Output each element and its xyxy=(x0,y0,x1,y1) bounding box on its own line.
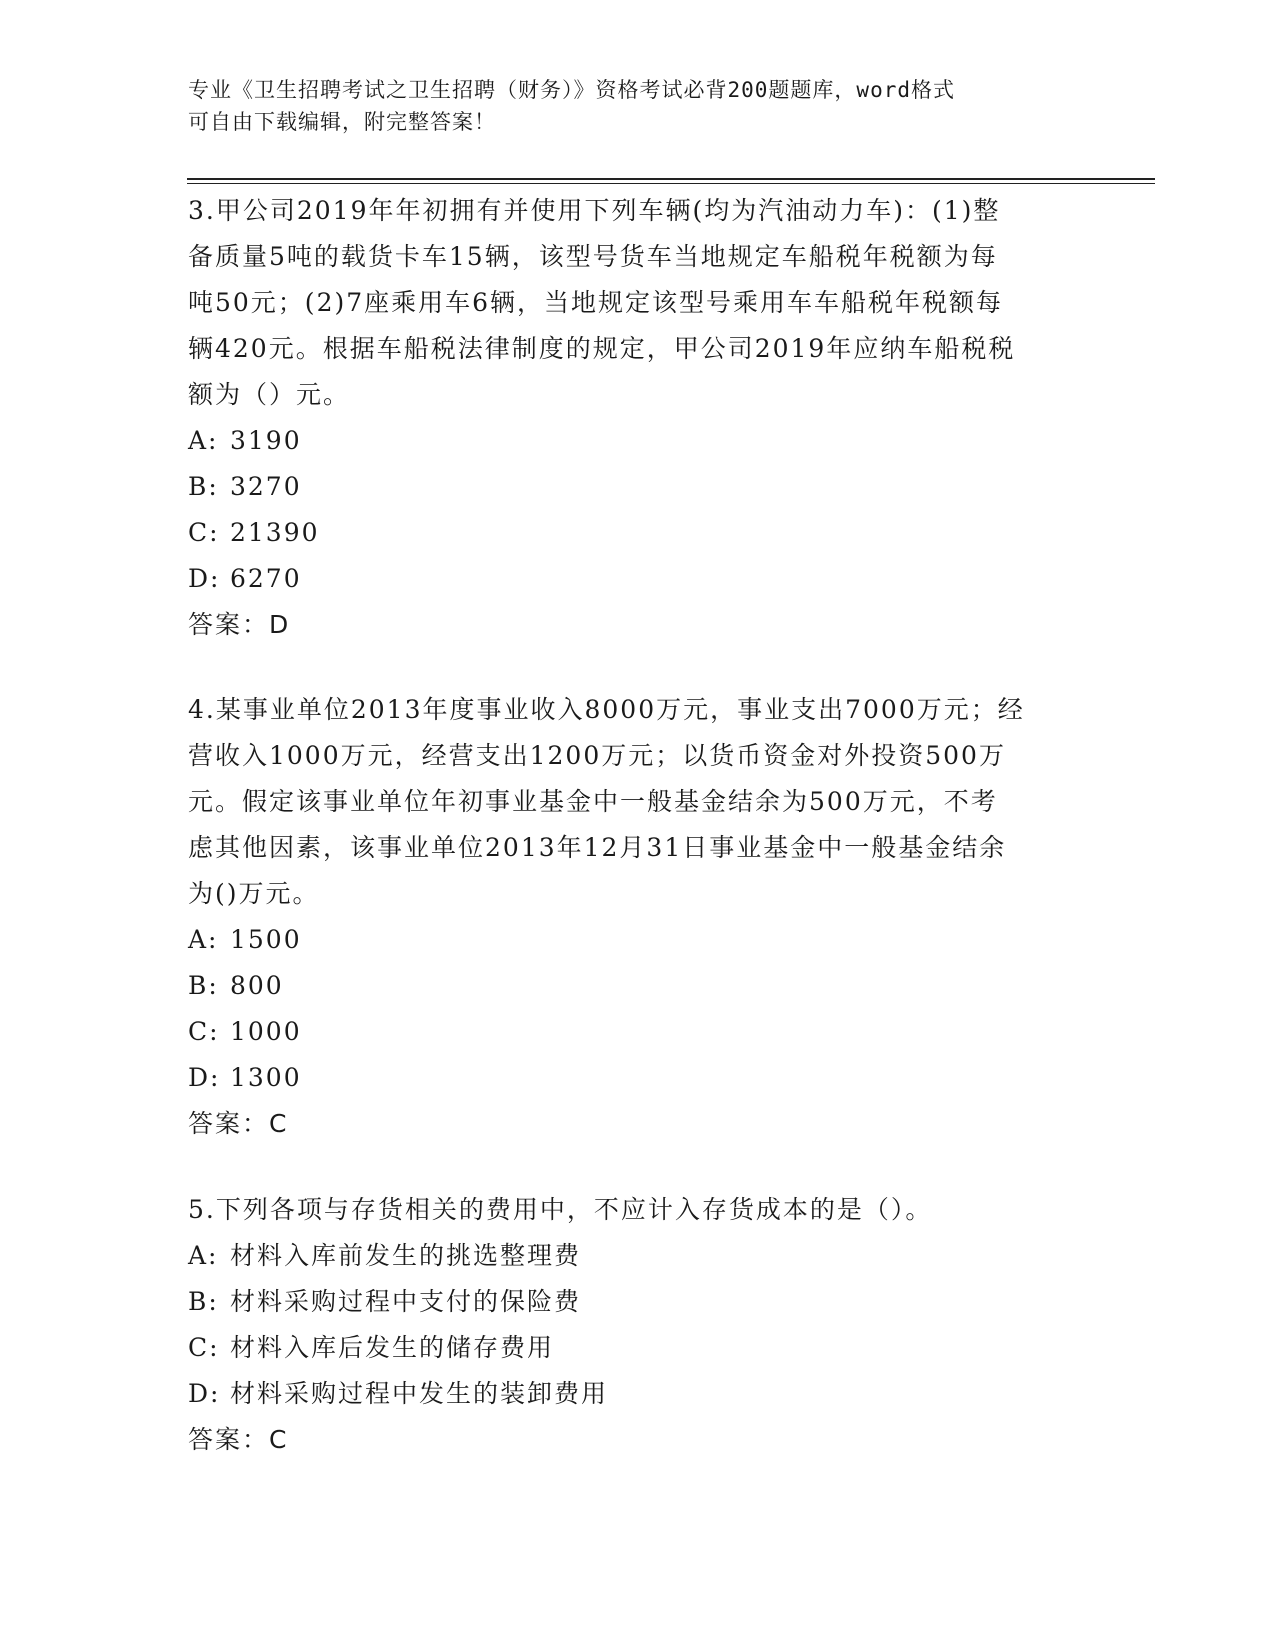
question-text-line: 备质量5吨的载货卡车15辆，该型号货车当地规定车船税年税额为每 xyxy=(188,242,998,271)
header-divider-thin xyxy=(187,183,1155,184)
option-key: A: xyxy=(188,426,219,455)
option-a xyxy=(188,418,1088,464)
option-key: C: xyxy=(188,1017,220,1046)
question-text-line: 5.下列各项与存货相关的费用中，不应计入存货成本的是（）。 xyxy=(188,1195,933,1224)
question-text-line: 虑其他因素，该事业单位2013年12月31日事业基金中一般基金结余 xyxy=(188,833,1007,862)
option-c xyxy=(188,1325,1088,1371)
question-text-line: 吨50元；(2)7座乘用车6辆，当地规定该型号乘用车车船税年税额每 xyxy=(188,288,1004,317)
option-b xyxy=(188,464,1088,510)
option-text: 材料采购过程中发生的装卸费用 xyxy=(230,1379,609,1408)
question-text-line: 营收入1000万元，经营支出1200万元；以货币资金对外投资500万 xyxy=(188,741,1006,770)
header-line-1: 专业《卫生招聘考试之卫生招聘（财务）》资格考试必背200题题库，word格式 xyxy=(188,78,955,102)
question-4 xyxy=(188,687,1088,1147)
answer-label: 答案：C xyxy=(188,1109,289,1138)
option-key: B: xyxy=(188,472,219,501)
option-text: 3270 xyxy=(230,472,302,501)
option-text: 1300 xyxy=(230,1063,302,1092)
option-key: B: xyxy=(188,971,219,1000)
option-key: C: xyxy=(188,1333,220,1362)
option-text: 1500 xyxy=(230,925,302,954)
option-text: 6270 xyxy=(230,564,302,593)
option-text: 材料入库前发生的挑选整理费 xyxy=(230,1241,582,1270)
option-key: D: xyxy=(188,1379,221,1408)
option-key: D: xyxy=(188,1063,221,1092)
question-3 xyxy=(188,188,1088,648)
question-text-line: 4.某事业单位2013年度事业收入8000万元，事业支出7000万元；经 xyxy=(188,695,1025,724)
option-key: B: xyxy=(188,1287,219,1316)
option-text: 3190 xyxy=(230,426,302,455)
option-a xyxy=(188,917,1088,963)
document-header xyxy=(188,74,1088,138)
question-text-line: 3.甲公司2019年年初拥有并使用下列车辆(均为汽油动力车)：(1)整 xyxy=(188,196,1001,225)
option-key: D: xyxy=(188,564,221,593)
option-c xyxy=(188,1009,1088,1055)
answer-label: 答案：D xyxy=(188,610,291,639)
option-c xyxy=(188,510,1088,556)
option-key: A: xyxy=(188,925,219,954)
question-5 xyxy=(188,1187,1088,1463)
option-d xyxy=(188,1371,1088,1417)
option-text: 材料采购过程中支付的保险费 xyxy=(230,1287,582,1316)
option-a xyxy=(188,1233,1088,1279)
question-text-line: 为()万元。 xyxy=(188,879,320,908)
question-text-line: 元。假定该事业单位年初事业基金中一般基金结余为500万元，不考 xyxy=(188,787,998,816)
option-key: C: xyxy=(188,518,220,547)
option-d xyxy=(188,1055,1088,1101)
question-text-line: 额为（）元。 xyxy=(188,380,351,409)
answer-label: 答案：C xyxy=(188,1425,289,1454)
header-divider-thick xyxy=(187,178,1155,180)
header-line-2: 可自由下载编辑，附完整答案！ xyxy=(188,110,496,134)
option-b xyxy=(188,963,1088,1009)
option-text: 材料入库后发生的储存费用 xyxy=(230,1333,555,1362)
option-key: A: xyxy=(188,1241,219,1270)
option-d xyxy=(188,556,1088,602)
option-b xyxy=(188,1279,1088,1325)
option-text: 800 xyxy=(230,971,284,1000)
option-text: 21390 xyxy=(230,518,320,547)
option-text: 1000 xyxy=(230,1017,302,1046)
question-text-line: 辆420元。根据车船税法律制度的规定，甲公司2019年应纳车船税税 xyxy=(188,334,1016,363)
